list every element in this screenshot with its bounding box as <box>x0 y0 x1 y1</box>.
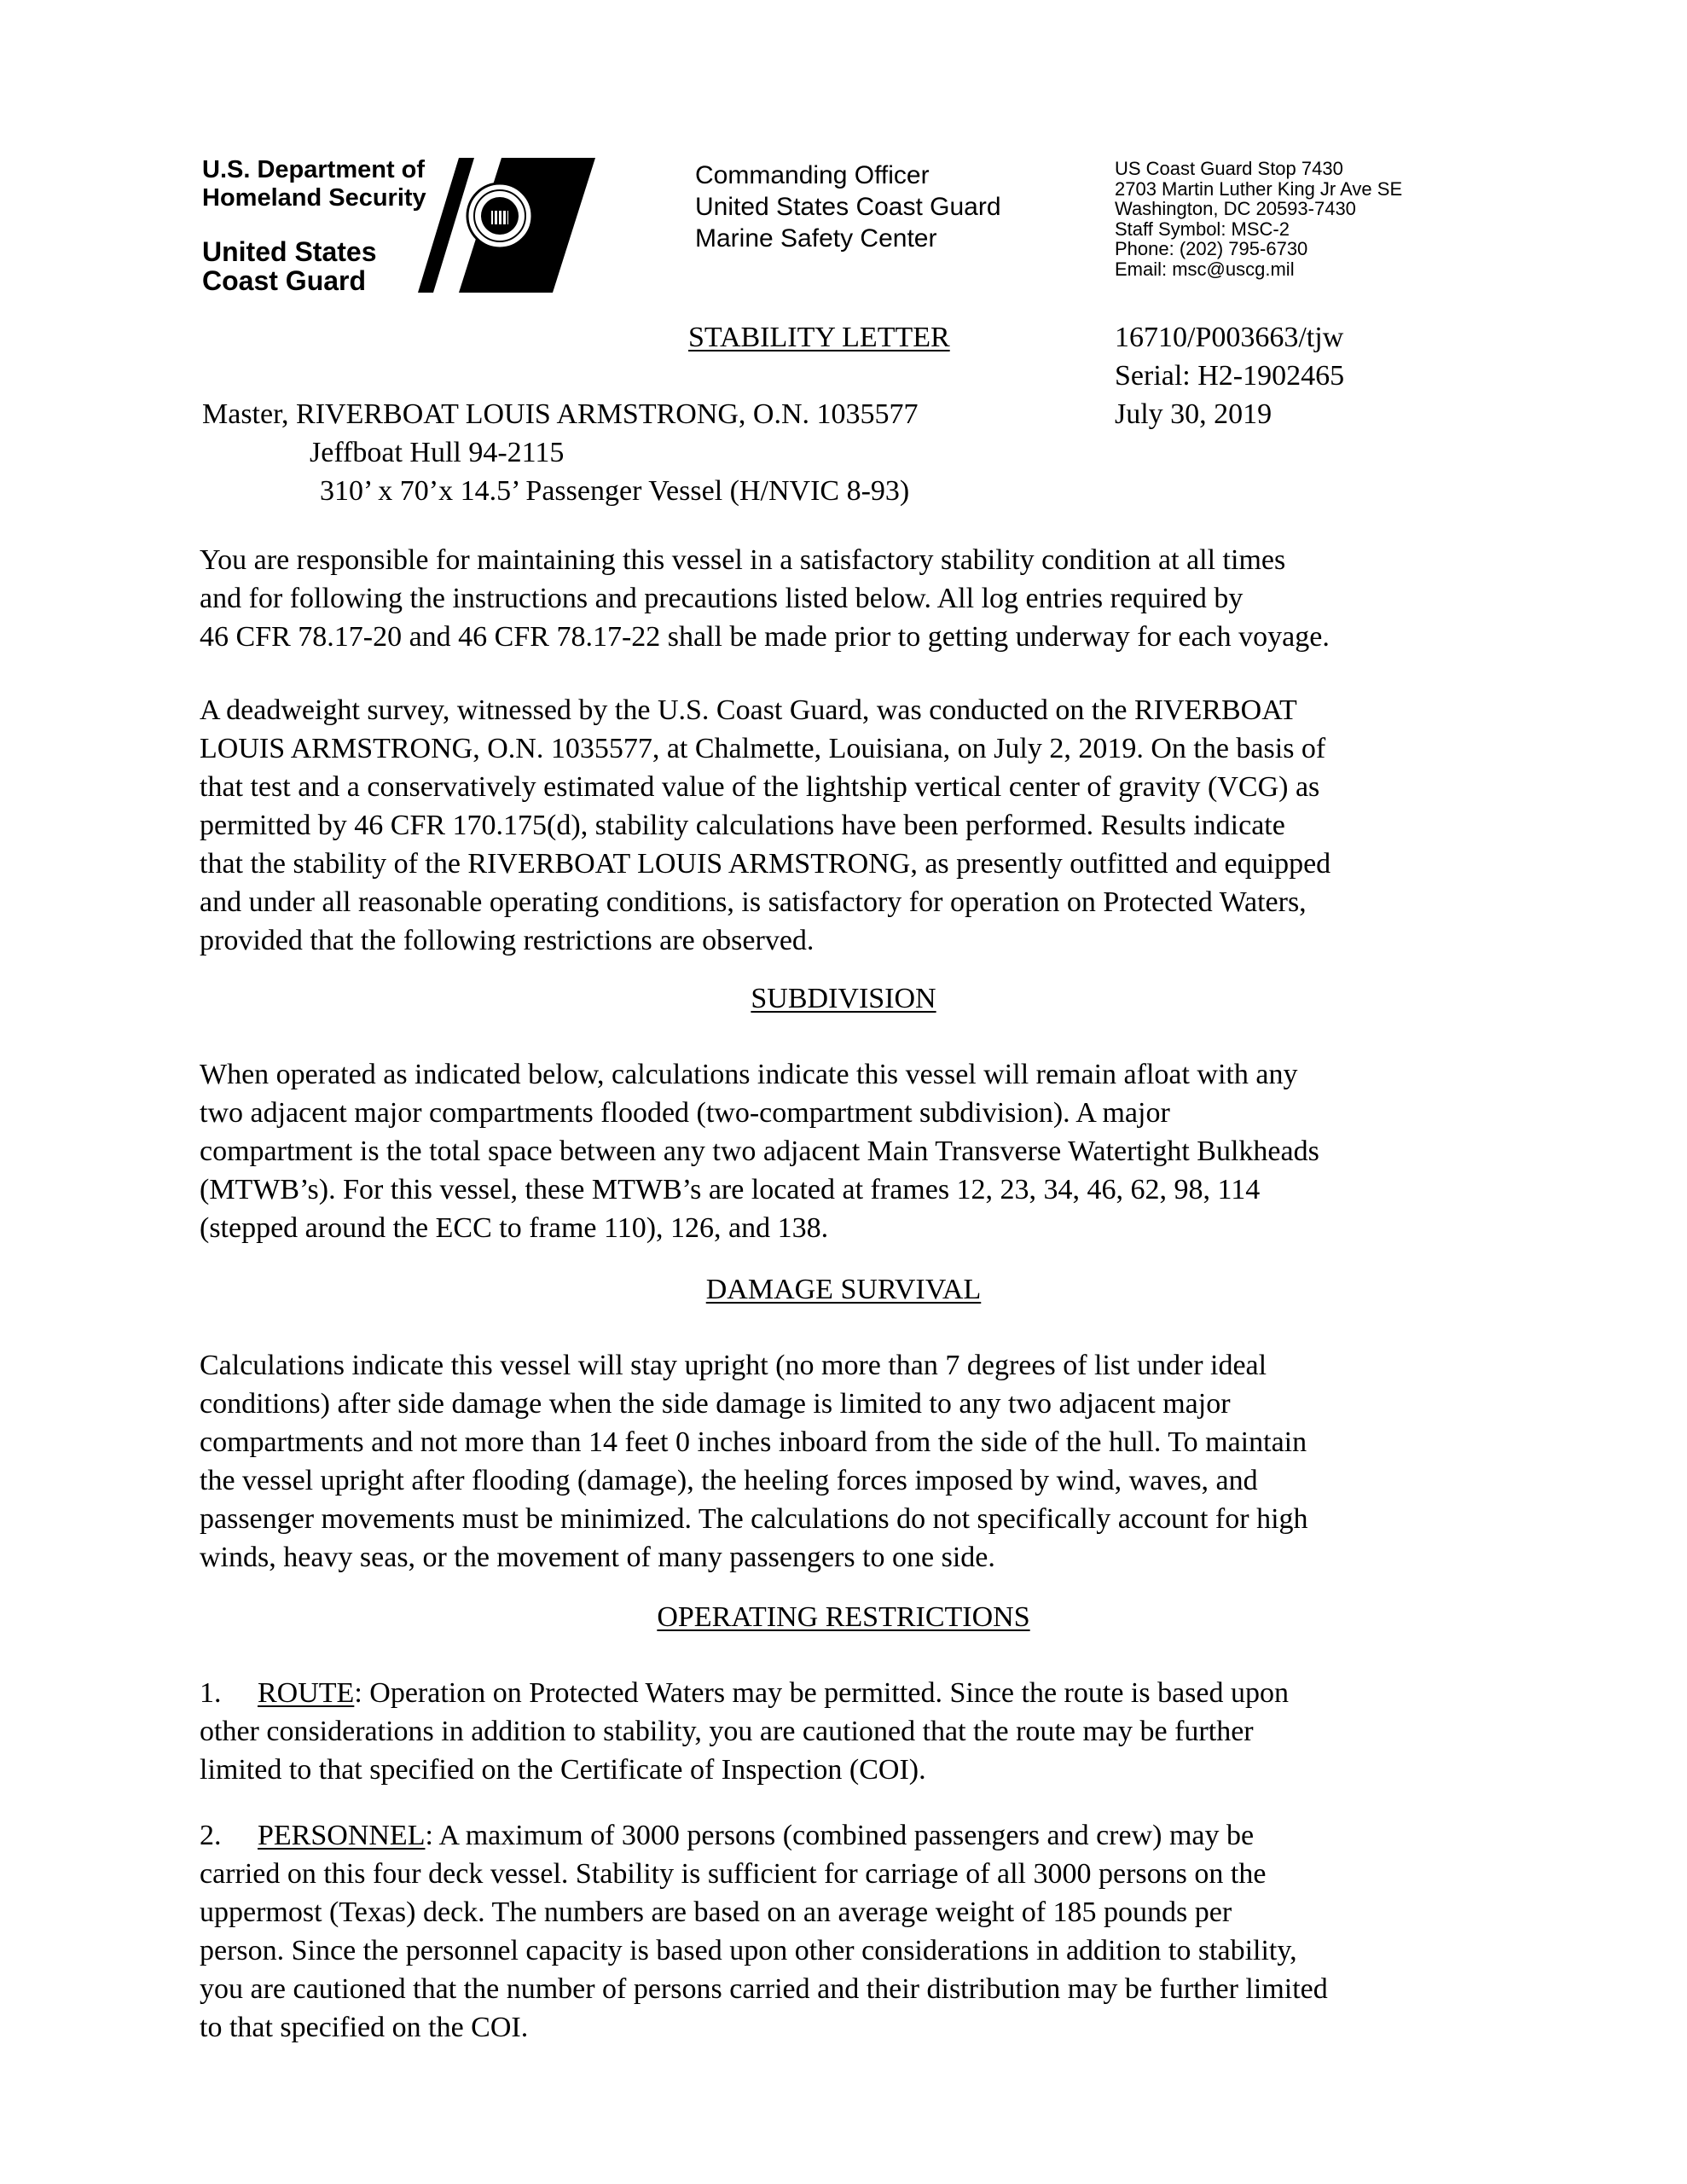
contact-email: Email: msc@uscg.mil <box>1115 258 1295 280</box>
damage-survival-heading-text: DAMAGE SURVIVAL <box>705 1274 982 1305</box>
paragraph-line: Calculations indicate this vessel will stay upright (no more than 7 degrees of list under ideal <box>200 1350 1267 1381</box>
paragraph-line: 46 CFR 78.17-20 and 46 CFR 78.17-22 shall be made prior to getting underway for each voyage. <box>200 621 1330 653</box>
dhs-name-line1: U.S. Department of <box>202 156 426 183</box>
paragraph-line: When operated as indicated below, calculations indicate this vessel will remain afloat with any <box>200 1059 1298 1090</box>
paragraph-line: You are responsible for maintaining this vessel in a satisfactory stability condition at all times <box>200 544 1286 576</box>
paragraph-line: person. Since the personnel capacity is based upon other considerations in addition to stability, <box>200 1935 1297 1966</box>
paragraph-line: passenger movements must be minimized. The calculations do not specifically account for high <box>200 1503 1308 1535</box>
paragraph-line: other considerations in addition to stability, you are cautioned that the route may be further <box>200 1716 1254 1747</box>
paragraph-line: provided that the following restrictions are observed. <box>200 925 815 956</box>
operating-restrictions-heading-text: OPERATING RESTRICTIONS <box>657 1601 1030 1633</box>
office-line: Commanding Officer <box>695 161 930 189</box>
personnel-number: 2. <box>200 1820 222 1851</box>
paragraph-line: the vessel upright after flooding (damage), the heeling forces imposed by wind, waves, and <box>200 1465 1258 1496</box>
addressee-line: 310’ x 70’x 14.5’ Passenger Vessel (H/NVIC 8-93) <box>320 475 910 507</box>
uscg-name <box>202 237 376 295</box>
route-first-line <box>200 1674 1453 1712</box>
paragraph-line: conditions) after side damage when the side damage is limited to any two adjacent major <box>200 1388 1231 1420</box>
contact-line: 2703 Martin Luther King Jr Ave SE <box>1115 177 1403 200</box>
route-text: : Operation on Protected Waters may be permitted. Since the route is based upon <box>354 1677 1289 1709</box>
paragraph-line: and for following the instructions and precautions listed below. All log entries required by <box>200 583 1244 614</box>
subdivision-heading <box>0 979 1687 1018</box>
dhs-name <box>202 156 426 212</box>
uscg-logo-icon <box>416 158 595 293</box>
contact-block <box>1115 159 1402 279</box>
serial-number: Serial: H2-1902465 <box>1115 360 1345 392</box>
survey-paragraph <box>200 691 1453 960</box>
contact-line: Washington, DC 20593-7430 <box>1115 198 1356 219</box>
contact-line: Phone: (202) 795-6730 <box>1115 238 1308 259</box>
office-line: Marine Safety Center <box>695 224 937 253</box>
contact-line: Staff Symbol: MSC-2 <box>1115 218 1290 240</box>
paragraph-line: winds, heavy seas, or the movement of many passengers to one side. <box>200 1542 995 1573</box>
paragraph-line: LOUIS ARMSTRONG, O.N. 1035577, at Chalmette, Louisiana, on July 2, 2019. On the basis of <box>200 733 1326 764</box>
paragraph-line: (MTWB’s). For this vessel, these MTWB’s are located at frames 12, 23, 34, 46, 62, 98, 114 <box>200 1174 1261 1205</box>
file-number: 16710/P003663/tjw <box>1115 322 1344 353</box>
damage-survival-paragraph <box>200 1346 1453 1577</box>
addressee-line: Jeffboat Hull 94-2115 <box>310 437 565 468</box>
addressee-block <box>202 395 919 510</box>
personnel-restriction <box>200 1816 1453 2047</box>
dhs-name-line2: Homeland Security <box>202 184 426 212</box>
paragraph-line: limited to that specified on the Certificate of Inspection (COI). <box>200 1754 926 1786</box>
reference-block <box>1115 318 1344 433</box>
document-title: STABILITY LETTER <box>688 322 950 353</box>
paragraph-line: (stepped around the ECC to frame 110), 126, and 138. <box>200 1212 829 1244</box>
route-number: 1. <box>200 1677 222 1709</box>
damage-survival-heading <box>0 1270 1687 1309</box>
personnel-label: PERSONNEL <box>258 1820 426 1851</box>
paragraph-line: that the stability of the RIVERBOAT LOUIS ARMSTRONG, as presently outfitted and equipped <box>200 848 1331 880</box>
paragraph-line: two adjacent major compartments flooded (two-compartment subdivision). A major <box>200 1097 1170 1129</box>
paragraph-line: A deadweight survey, witnessed by the U.S. Coast Guard, was conducted on the RIVERBOAT <box>200 694 1297 726</box>
route-label: ROUTE <box>258 1677 355 1709</box>
uscg-name-line1: United States <box>202 236 377 267</box>
paragraph-line: to that specified on the COI. <box>200 2012 529 2043</box>
personnel-first-line <box>200 1816 1453 1855</box>
office-line: United States Coast Guard <box>695 193 1001 221</box>
subdivision-paragraph <box>200 1055 1453 1247</box>
paragraph-line: permitted by 46 CFR 170.175(d), stability calculations have been performed. Results indicate <box>200 810 1285 841</box>
letter-date: July 30, 2019 <box>1115 398 1272 430</box>
paragraph-line: carried on this four deck vessel. Stability is sufficient for carriage of all 3000 persons on the <box>200 1858 1267 1890</box>
paragraph-line: and under all reasonable operating conditions, is satisfactory for operation on Protected Waters, <box>200 886 1307 918</box>
paragraph-line: uppermost (Texas) deck. The numbers are based on an average weight of 185 pounds per <box>200 1896 1232 1928</box>
uscg-name-line2: Coast Guard <box>202 265 367 296</box>
subdivision-heading-text: SUBDIVISION <box>751 983 936 1014</box>
paragraph-line: compartment is the total space between any two adjacent Main Transverse Watertight Bulkheads <box>200 1136 1319 1167</box>
office-block <box>695 160 1001 254</box>
route-restriction <box>200 1674 1453 1789</box>
intro-paragraph <box>200 541 1453 656</box>
operating-restrictions-heading <box>0 1598 1687 1636</box>
addressee-line: Master, RIVERBOAT LOUIS ARMSTRONG, O.N. 1035577 <box>202 398 919 430</box>
paragraph-line: compartments and not more than 14 feet 0 inches inboard from the side of the hull. To maintain <box>200 1426 1307 1458</box>
contact-line: US Coast Guard Stop 7430 <box>1115 158 1343 179</box>
personnel-text: : A maximum of 3000 persons (combined passengers and crew) may be <box>425 1820 1255 1851</box>
paragraph-line: you are cautioned that the number of persons carried and their distribution may be further limited <box>200 1973 1328 2005</box>
paragraph-line: that test and a conservatively estimated value of the lightship vertical center of gravity (VCG) as <box>200 771 1320 803</box>
